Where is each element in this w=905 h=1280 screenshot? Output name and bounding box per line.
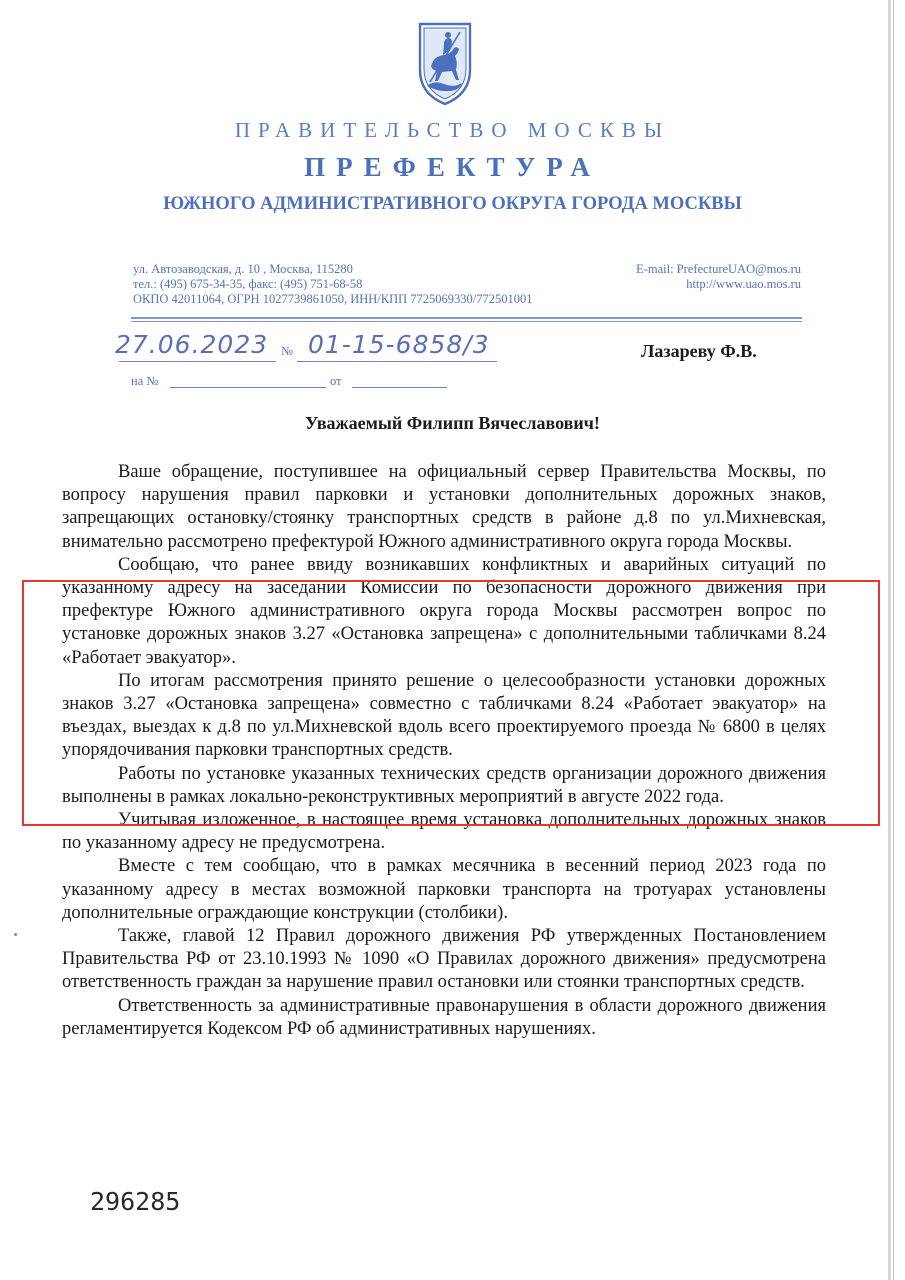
government-title: ПРАВИТЕЛЬСТВО МОСКВЫ xyxy=(234,118,671,142)
number-label: № xyxy=(281,344,293,358)
body-paragraph: Работы по установке указанных технических средств организации дорожного движения выполнены в рамках локально-реконструктивных мероприятий в августе 2022 года. xyxy=(62,763,826,807)
prefecture-title: ПРЕФЕКТУРА xyxy=(304,152,601,182)
scan-edge xyxy=(888,0,891,1280)
moscow-coat-of-arms-icon xyxy=(414,20,476,106)
body-paragraph: Учитывая изложенное, в настоящее время установка дополнительных дорожных знаков по указанному адресу не предусмотрена. xyxy=(62,810,826,854)
handwritten-date: 27.06.2023 xyxy=(115,330,269,359)
reply-to-label: на № xyxy=(131,374,159,388)
handwritten-reference-number: 01-15-6858/3 xyxy=(308,330,490,359)
letterhead-rule-thin xyxy=(131,321,802,322)
from-label: от xyxy=(330,374,342,388)
sender-email: E-mail: PrefectureUAO@mos.ru xyxy=(636,262,801,276)
date-underline xyxy=(119,361,276,362)
document-code: 296285 xyxy=(90,1187,181,1216)
body-paragraph: Ответственность за административные правонарушения в области дорожного движения регламентируется Кодексом РФ об административных нарушениях. xyxy=(62,995,826,1039)
recipient-name: Лазареву Ф.В. xyxy=(641,341,757,361)
body-paragraph: Сообщаю, что ранее ввиду возникавших конфликтных и аварийных ситуаций по указанному адресу на заседании Комиссии по безопасности дорожного движения при префектуре Южного административного округа города Москвы рассмотрен вопрос по установке дорожных знаков 3.27 «Остановка запрещена» с дополнительными табличками 8.24 «Работает эвакуатор». xyxy=(62,554,826,668)
sender-registry: ОКПО 42011064, ОГРН 1027739861050, ИНН/КПП 7725069330/772501001 xyxy=(133,292,533,306)
number-underline xyxy=(297,361,497,362)
district-title: ЮЖНОГО АДМИНИСТРАТИВНОГО ОКРУГА ГОРОДА МОСКВЫ xyxy=(163,194,742,214)
scan-speck xyxy=(14,933,17,936)
sender-contacts xyxy=(133,262,532,307)
salutation: Уважаемый Филипп Вячеславович! xyxy=(305,413,600,433)
reply-to-underline xyxy=(170,387,326,388)
sender-website: http://www.uao.mos.ru xyxy=(686,277,801,291)
body-paragraph: Также, главой 12 Правил дорожного движения РФ утвержденных Постановлением Правительства РФ от 23.10.1993 № 1090 «О Правилах дорожного движения» предусмотрена ответственность граждан за нарушение правил остановки или стоянки транспортных средств. xyxy=(62,926,826,993)
body-paragraph: Вместе с тем сообщаю, что в рамках месячника в весенний период 2023 года по указанному адресу в местах возможной парковки транспорта на тротуарах установлены дополнительные ограждающие конструкции (столбики). xyxy=(62,856,826,923)
letterhead-rule xyxy=(131,317,802,319)
sender-address: ул. Автозаводская, д. 10 , Москва, 115280 xyxy=(133,262,353,276)
body-paragraph: Ваше обращение, поступившее на официальный сервер Правительства Москвы, по вопросу нарушения правил парковки и установки дополнительных дорожных знаков, запрещающих остановку/стоянку транспортных средств в районе д.8 по ул.Михневская, внимательно рассмотрено префектурой Южного административного округа города Москвы. xyxy=(62,462,826,552)
body-paragraph: По итогам рассмотрения принято решение о целесообразности установки дорожных знаков 3.27 «Остановка запрещена» совместно с табличками 8.24 «Работает эвакуатор» на въездах, выездах к д.8 по ул.Михневской вдоль всего проектируемого проезда № 6800 в целях упорядочивания парковки транспортных средств. xyxy=(62,670,826,761)
sender-phone: тел.: (495) 675-34-35, факс: (495) 751-68-58 xyxy=(133,277,363,291)
sender-online-contacts xyxy=(636,262,801,292)
scan-edge-inner xyxy=(893,0,894,1280)
highlight-box xyxy=(22,580,880,826)
from-underline xyxy=(352,387,447,388)
